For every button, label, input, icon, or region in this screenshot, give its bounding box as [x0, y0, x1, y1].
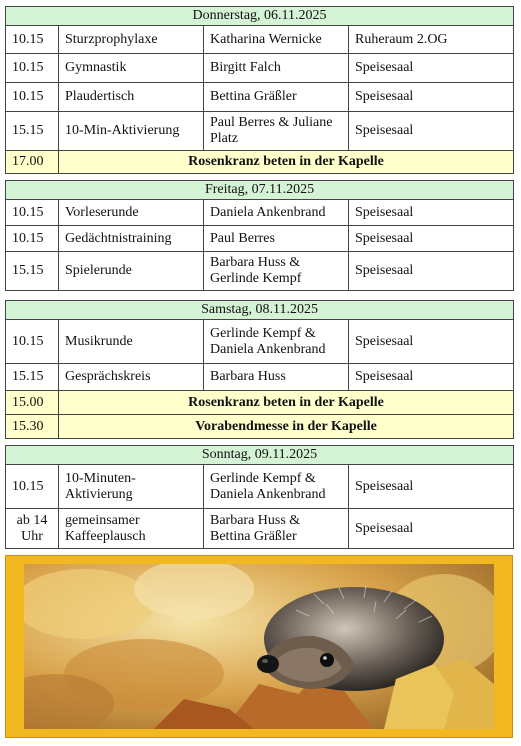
day-table-sunday: [5, 445, 514, 549]
time-cell: 15.15: [6, 364, 59, 391]
activity-cell: 10-Min-Aktivierung: [59, 112, 204, 151]
day-header: Freitag, 07.11.2025: [6, 181, 514, 200]
table-row: [6, 26, 514, 54]
day-header: Donnerstag, 06.11.2025: [6, 7, 514, 26]
time-cell: 15.30: [6, 415, 59, 439]
time-cell: 10.15: [6, 226, 59, 252]
special-title: Vorabendmesse in der Kapelle: [59, 415, 514, 439]
place-cell: Speisesaal: [349, 252, 514, 291]
special-row: [6, 415, 514, 439]
time-cell: 15.15: [6, 112, 59, 151]
time-cell: 10.15: [6, 465, 59, 509]
time-cell: 15.00: [6, 391, 59, 415]
activity-cell: Musikrunde: [59, 320, 204, 364]
time-cell: 17.00: [6, 151, 59, 174]
table-row: [6, 465, 514, 509]
table-row: [6, 252, 514, 291]
time-cell: 10.15: [6, 26, 59, 54]
time-cell: 10.15: [6, 320, 59, 364]
person-cell: Barbara Huss: [204, 364, 349, 391]
time-cell: 15.15: [6, 252, 59, 291]
person-cell: Barbara Huss & Bettina Gräßler: [204, 509, 349, 549]
special-title: Rosenkranz beten in der Kapelle: [59, 151, 514, 174]
day-header: Samstag, 08.11.2025: [6, 301, 514, 320]
place-cell: Ruheraum 2.OG: [349, 26, 514, 54]
table-row: [6, 200, 514, 226]
table-row: [6, 509, 514, 549]
table-row: [6, 226, 514, 252]
activity-cell: Gesprächskreis: [59, 364, 204, 391]
table-row: [6, 112, 514, 151]
place-cell: Speisesaal: [349, 465, 514, 509]
place-cell: Speisesaal: [349, 509, 514, 549]
time-cell: ab 14 Uhr: [6, 509, 59, 549]
day-table-saturday: [5, 300, 514, 439]
activity-cell: Sturzprophylaxe: [59, 26, 204, 54]
activity-cell: Spielerunde: [59, 252, 204, 291]
place-cell: Speisesaal: [349, 83, 514, 112]
table-row: [6, 364, 514, 391]
time-cell: 10.15: [6, 83, 59, 112]
day-table-thursday: [5, 6, 514, 174]
activity-cell: Vorleserunde: [59, 200, 204, 226]
activity-cell: 10-Minuten-Aktivierung: [59, 465, 204, 509]
day-table-friday: [5, 180, 514, 291]
place-cell: Speisesaal: [349, 54, 514, 83]
photo-frame: [5, 555, 513, 738]
person-cell: Daniela Ankenbrand: [204, 200, 349, 226]
special-row: [6, 391, 514, 415]
person-cell: Paul Berres & Juliane Platz: [204, 112, 349, 151]
table-row: [6, 54, 514, 83]
person-cell: Gerlinde Kempf & Daniela Ankenbrand: [204, 320, 349, 364]
activity-cell: gemeinsamer Kaffeeplausch: [59, 509, 204, 549]
place-cell: Speisesaal: [349, 320, 514, 364]
time-cell: 10.15: [6, 54, 59, 83]
place-cell: Speisesaal: [349, 112, 514, 151]
place-cell: Speisesaal: [349, 364, 514, 391]
person-cell: Gerlinde Kempf & Daniela Ankenbrand: [204, 465, 349, 509]
person-cell: Katharina Wernicke: [204, 26, 349, 54]
table-row: [6, 320, 514, 364]
time-cell: 10.15: [6, 200, 59, 226]
place-cell: Speisesaal: [349, 226, 514, 252]
person-cell: Birgitt Falch: [204, 54, 349, 83]
hedgehog-photo: [24, 564, 494, 729]
special-title: Rosenkranz beten in der Kapelle: [59, 391, 514, 415]
table-row: [6, 83, 514, 112]
activity-cell: Plaudertisch: [59, 83, 204, 112]
person-cell: Paul Berres: [204, 226, 349, 252]
person-cell: Bettina Gräßler: [204, 83, 349, 112]
special-row: [6, 151, 514, 174]
day-header: Sonntag, 09.11.2025: [6, 446, 514, 465]
place-cell: Speisesaal: [349, 200, 514, 226]
activity-cell: Gymnastik: [59, 54, 204, 83]
activity-cell: Gedächtnistraining: [59, 226, 204, 252]
person-cell: Barbara Huss & Gerlinde Kempf: [204, 252, 349, 291]
